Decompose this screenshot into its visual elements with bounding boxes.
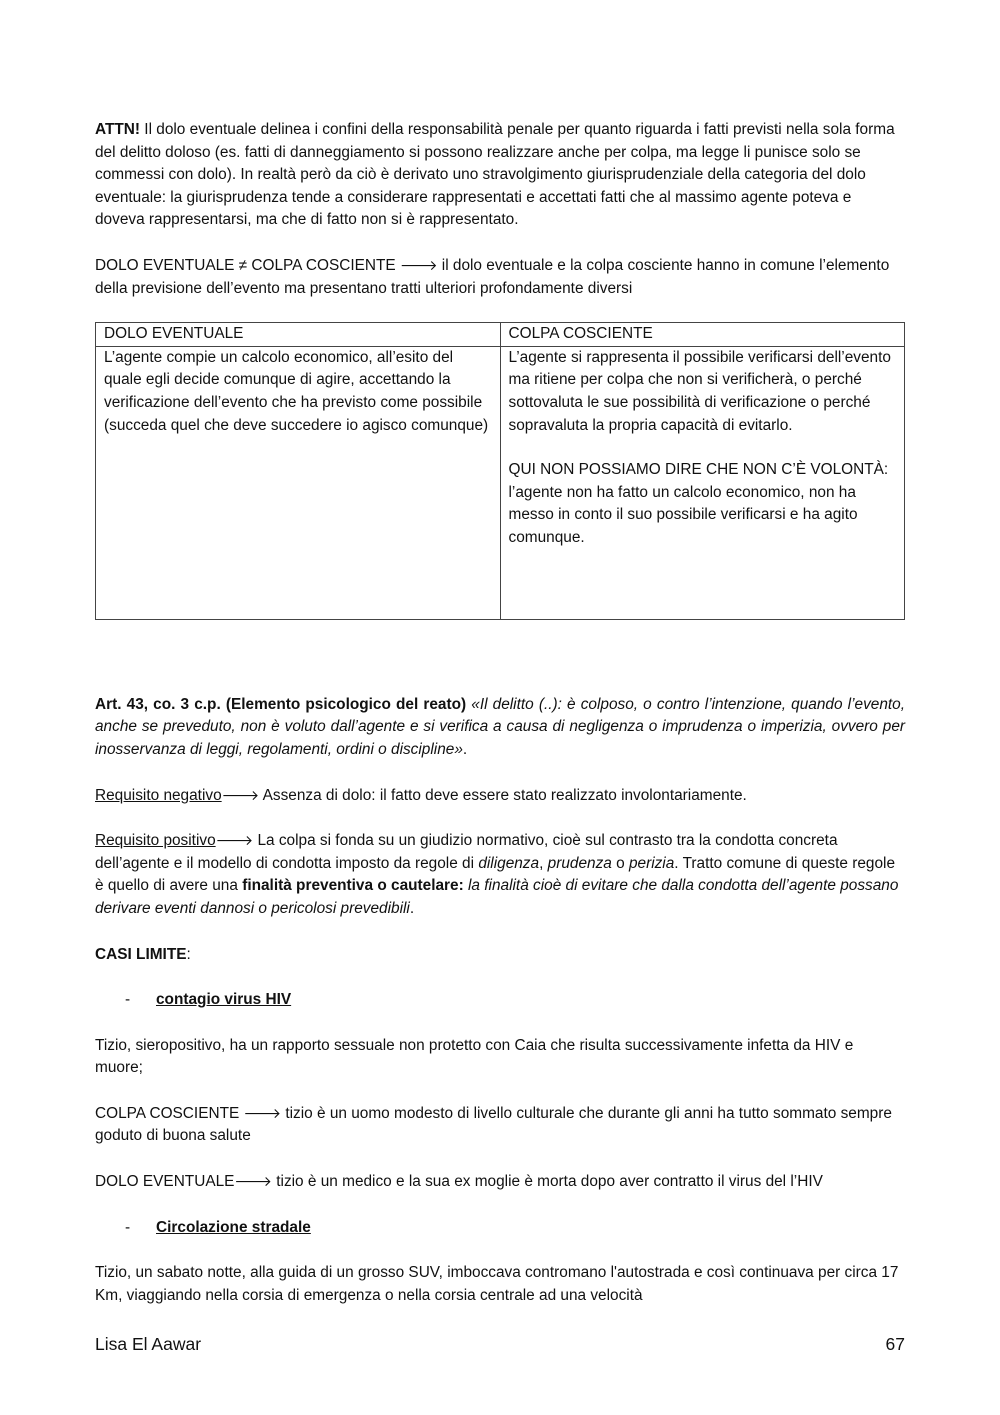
document-body — [95, 119, 905, 1307]
article-ref: Art. 43, co. 3 c.p. (Elemento psicologico del reato) — [95, 695, 467, 713]
table-cell-dolo — [96, 346, 501, 619]
term-prudenza: prudenza — [547, 854, 612, 872]
arrow-right-icon: 🡒 — [243, 1105, 282, 1122]
casi-limite-heading — [95, 944, 905, 967]
requisito-negativo-label: Requisito negativo — [95, 786, 222, 804]
requisito-positivo — [95, 830, 905, 920]
hiv-colpa-text: tizio è un uomo modesto di livello culturale che durante gli anni ha tutto sommato sempre goduto di buona salute — [95, 1104, 892, 1145]
colpa-description: L’agente si rappresenta il possibile verificarsi dell’evento ma ritiene per colpa che non si verificherà, o perché sottovaluta le sue possibilità di verificazione o perché sopravaluta la propria capacità di evitarlo. — [508, 348, 891, 434]
attn-paragraph — [95, 119, 905, 232]
hiv-dolo-text: tizio è un medico e la sua ex moglie è morta dopo aver contratto il virus del l’HIV — [271, 1173, 823, 1191]
hiv-dolo — [95, 1171, 905, 1194]
requisito-positivo-text-2: . Tratto comune di queste regole è quello di avere una — [95, 854, 896, 895]
arrow-right-icon: 🡒 — [215, 833, 254, 850]
attn-label: ATTN! — [95, 121, 141, 138]
comparison-lead: DOLO EVENTUALE ≠ COLPA COSCIENTE — [95, 256, 396, 274]
casi-limite-label: CASI LIMITE — [95, 945, 187, 963]
table-header-row — [96, 323, 905, 347]
list-item-strada — [95, 1217, 905, 1240]
arrow-right-icon: 🡒 — [221, 787, 260, 804]
finalita-bold: finalità preventiva o cautelare: — [242, 877, 464, 895]
strada-fact: Tizio, un sabato notte, alla guida di un grosso SUV, imboccava contromano l'autostrada e così continuava per circa 17 Km, viaggiando nella corsia di emergenza o nella corsia centrale ad una velocità — [95, 1264, 899, 1304]
hiv-title: contagio virus HIV — [156, 991, 292, 1009]
arrow-right-icon: 🡒 — [234, 1174, 272, 1191]
finalita-italic: la finalità cioè di evitare che dalla condotta dell’agente possano derivare eventi dannosi o pericolosi prevedibili — [95, 877, 899, 917]
article-quote: «Il delitto (..): è colposo, o contro l’intenzione, quando l’evento, anche se preveduto, non è voluto dall’agente e si verifica a causa di negligenza o imprudenza o imperizia, ovvero per inosservanza di leggi, regolamenti, ordini o discipline» — [95, 695, 905, 758]
list-item-hiv — [95, 989, 905, 1012]
comparison-text: il dolo eventuale e la colpa cosciente hanno in comune l’elemento della previsione dell’evento ma presentano tratti ulteriori profondamente diversi — [95, 256, 890, 297]
hiv-colpa — [95, 1103, 905, 1148]
attn-text: Il dolo eventuale delinea i confini della responsabilità penale per quanto riguarda i fatti previsti nella sola forma del delitto doloso (es. fatti di danneggiamento si possono realizzare anche per colpa, ma legge li punisce solo se commessi con dolo). In realtà però da ciò è derivato uno stravolgimento giurisprudenziale della categoria del dolo eventuale: la giurisprudenza tende a considerare rappresentati e accettati fatti che al massimo agente poteva e doveva rappresentarsi, ma che di fatto non si è rappresentato. — [95, 121, 895, 229]
page-footer — [95, 1332, 905, 1356]
hiv-dolo-label: DOLO EVENTUALE — [95, 1173, 235, 1191]
bullet-dash: - — [125, 1218, 131, 1236]
table-row — [96, 346, 905, 619]
table-cell-colpa — [500, 346, 905, 619]
page-number: 67 — [885, 1334, 905, 1354]
colpa-note: QUI NON POSSIAMO DIRE CHE NON C’È VOLONTÀ: l’agente non ha fatto un calcolo economico, non ha messo in conto il suo possibile verificarsi e ha agito comunque. — [508, 461, 889, 546]
comparison-table — [95, 322, 905, 620]
punctuation: , — [539, 854, 548, 872]
bullet-dash: - — [125, 991, 131, 1009]
requisito-negativo — [95, 785, 905, 808]
article-paragraph — [95, 694, 905, 762]
dolo-description: L’agente compie un calcolo economico, all’esito del quale egli decide comunque di agire, accettando la verificazione dell’evento che ha previsto come possibile (succeda quel che deve succedere io agisco comunque) — [104, 348, 489, 434]
requisito-positivo-label: Requisito positivo — [95, 832, 216, 850]
positivo-end: . — [409, 899, 415, 917]
term-diligenza: diligenza — [478, 854, 540, 872]
term-perizia: perizia — [628, 854, 675, 872]
arrow-right-icon: 🡒 — [399, 257, 438, 274]
strada-title: Circolazione stradale — [156, 1218, 311, 1236]
article-end: . — [462, 740, 468, 758]
comparison-paragraph — [95, 255, 905, 300]
hiv-fact: Tizio, sieropositivo, ha un rapporto sessuale non protetto con Caia che risulta successivamente infetta da HIV e muore; — [95, 1036, 854, 1077]
casi-limite-colon: : — [186, 945, 191, 963]
footer-author: Lisa El Aawar — [95, 1334, 202, 1354]
table-header-colpa: COLPA COSCIENTE — [500, 323, 905, 347]
requisito-positivo-text: La colpa si fonda su un giudizio normativo, cioè sul contrasto tra la condotta concreta dell’agente e il modello di condotta imposto da regole di — [95, 832, 838, 872]
hiv-colpa-label: COLPA COSCIENTE — [95, 1104, 244, 1122]
table-header-dolo: DOLO EVENTUALE — [96, 323, 501, 347]
conjunction: o — [611, 854, 629, 872]
requisito-negativo-text: Assenza di dolo: il fatto deve essere stato realizzato involontariamente. — [259, 786, 747, 804]
